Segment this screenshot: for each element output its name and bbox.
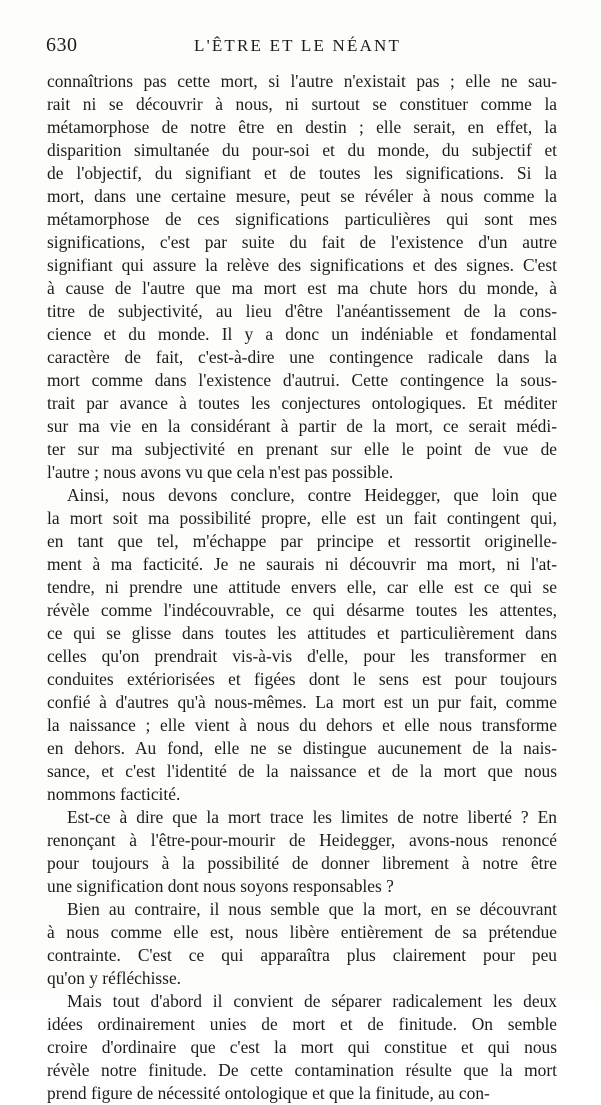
text-line: confié à d'autres qu'à nous-mêmes. La mort est un pur fait, comme xyxy=(47,692,557,712)
text-line: la naissance ; elle vient à nous du dehors et elle nous transforme xyxy=(47,715,557,735)
text-line: mort, dans une certaine mesure, peut se révéler à nous comme la xyxy=(47,186,557,206)
text-line: révèle notre finitude. De cette contamination résulte que la mort xyxy=(47,1060,557,1080)
text-line: tendre, ni prendre une attitude envers elle, car elle est ce qui se xyxy=(47,577,557,597)
text-line: Ainsi, nous devons conclure, contre Heidegger, que loin que xyxy=(67,485,557,505)
text-line: mort comme dans l'existence d'autrui. Cette contingence la sous- xyxy=(47,370,557,390)
text-line: métamorphose de notre être en destin ; elle serait, en effet, la xyxy=(47,117,557,137)
text-line: ter sur ma subjectivité en prenant sur elle le point de vue de xyxy=(47,439,557,459)
text-line: rait ni se découvrir à nous, ni surtout se constituer comme la xyxy=(47,94,557,114)
text-line: Est-ce à dire que la mort trace les limites de notre liberté ? En xyxy=(67,807,557,827)
text-line: cience et du monde. Il y a donc un indéniable et fondamental xyxy=(47,324,557,344)
text-line: disparition simultanée du pour-soi et du monde, du subjectif et xyxy=(47,140,557,160)
text-line: en tant que tel, m'échappe par principe et ressortit originelle- xyxy=(47,531,557,551)
text-line: titre de subjectivité, au lieu d'être l'anéantissement de la cons- xyxy=(47,301,557,321)
text-line: caractère de fait, c'est-à-dire une contingence radicale dans la xyxy=(47,347,557,367)
text-line: qu'on y réfléchisse. xyxy=(47,968,182,988)
text-line: renonçant à l'être-pour-mourir de Heidegger, avons-nous renoncé xyxy=(47,830,557,850)
text-line: croire d'ordinaire que c'est la mort qui constitue et qui nous xyxy=(47,1037,557,1057)
text-line: ce qui se glisse dans toutes les attitudes et particulièrement dans xyxy=(47,623,557,643)
paragraph xyxy=(47,70,557,484)
text-line: trait par avance à toutes les conjectures ontologiques. Et méditer xyxy=(47,393,557,413)
text-line: sance, et c'est l'identité de la naissance et de la mort que nous xyxy=(47,761,557,781)
paragraph xyxy=(47,898,557,990)
text-line: pour toujours à la possibilité de donner librement à notre être xyxy=(47,853,557,873)
text-line: de l'objectif, du signifiant et de toutes les significations. Si la xyxy=(47,163,557,183)
page-number: 630 xyxy=(46,34,78,56)
text-line: la mort soit ma possibilité propre, elle est un fait contingent qui, xyxy=(47,508,557,528)
text-line: nommons facticité. xyxy=(47,784,181,804)
text-line: Mais tout d'abord il convient de séparer radicalement les deux xyxy=(67,991,557,1011)
body-text xyxy=(47,70,557,1105)
page-header xyxy=(46,34,554,58)
text-line: à cause de l'autre que ma mort est ma chute hors du monde, à xyxy=(47,278,557,298)
text-line: connaîtrions pas cette mort, si l'autre n'existait pas ; elle ne sau- xyxy=(47,71,557,91)
text-line: l'autre ; nous avons vu que cela n'est pas possible. xyxy=(47,462,394,482)
text-line: idées ordinairement unies de mort et de finitude. On semble xyxy=(47,1014,557,1034)
text-line: conduites extériorisées et figées dont le sens est pour toujours xyxy=(47,669,557,689)
text-line: celles qu'on prendrait vis-à-vis d'elle, pour les transformer en xyxy=(47,646,557,666)
text-line: signifiant qui assure la relève des significations et des signes. C'est xyxy=(47,255,557,275)
text-line: contrainte. C'est ce qui apparaîtra plus clairement pour peu xyxy=(47,945,557,965)
text-line: significations, c'est par suite du fait de l'existence d'un autre xyxy=(47,232,557,252)
text-line: révèle comme l'indécouvrable, ce qui désarme toutes les attentes, xyxy=(47,600,557,620)
paragraph xyxy=(47,484,557,806)
text-line: en dehors. Au fond, elle ne se distingue aucunement de la nais- xyxy=(47,738,557,758)
text-line: Bien au contraire, il nous semble que la mort, en se découvrant xyxy=(67,899,557,919)
text-line: sur ma vie en la considérant à partir de la mort, ce serait médi- xyxy=(47,416,557,436)
running-title: L'ÊTRE ET LE NÉANT xyxy=(194,36,402,55)
text-line: une signification dont nous soyons responsables ? xyxy=(47,876,394,896)
text-line: ment à ma facticité. Je ne saurais ni découvrir ma mort, ni l'at- xyxy=(47,554,557,574)
paragraph xyxy=(47,806,557,898)
text-line: prend figure de nécessité ontologique et que la finitude, au con- xyxy=(47,1083,490,1103)
paragraph xyxy=(47,990,557,1105)
text-line: à nous comme elle est, nous libère entièrement de sa prétendue xyxy=(47,922,557,942)
text-line: métamorphose de ces significations particulières qui sont mes xyxy=(47,209,557,229)
